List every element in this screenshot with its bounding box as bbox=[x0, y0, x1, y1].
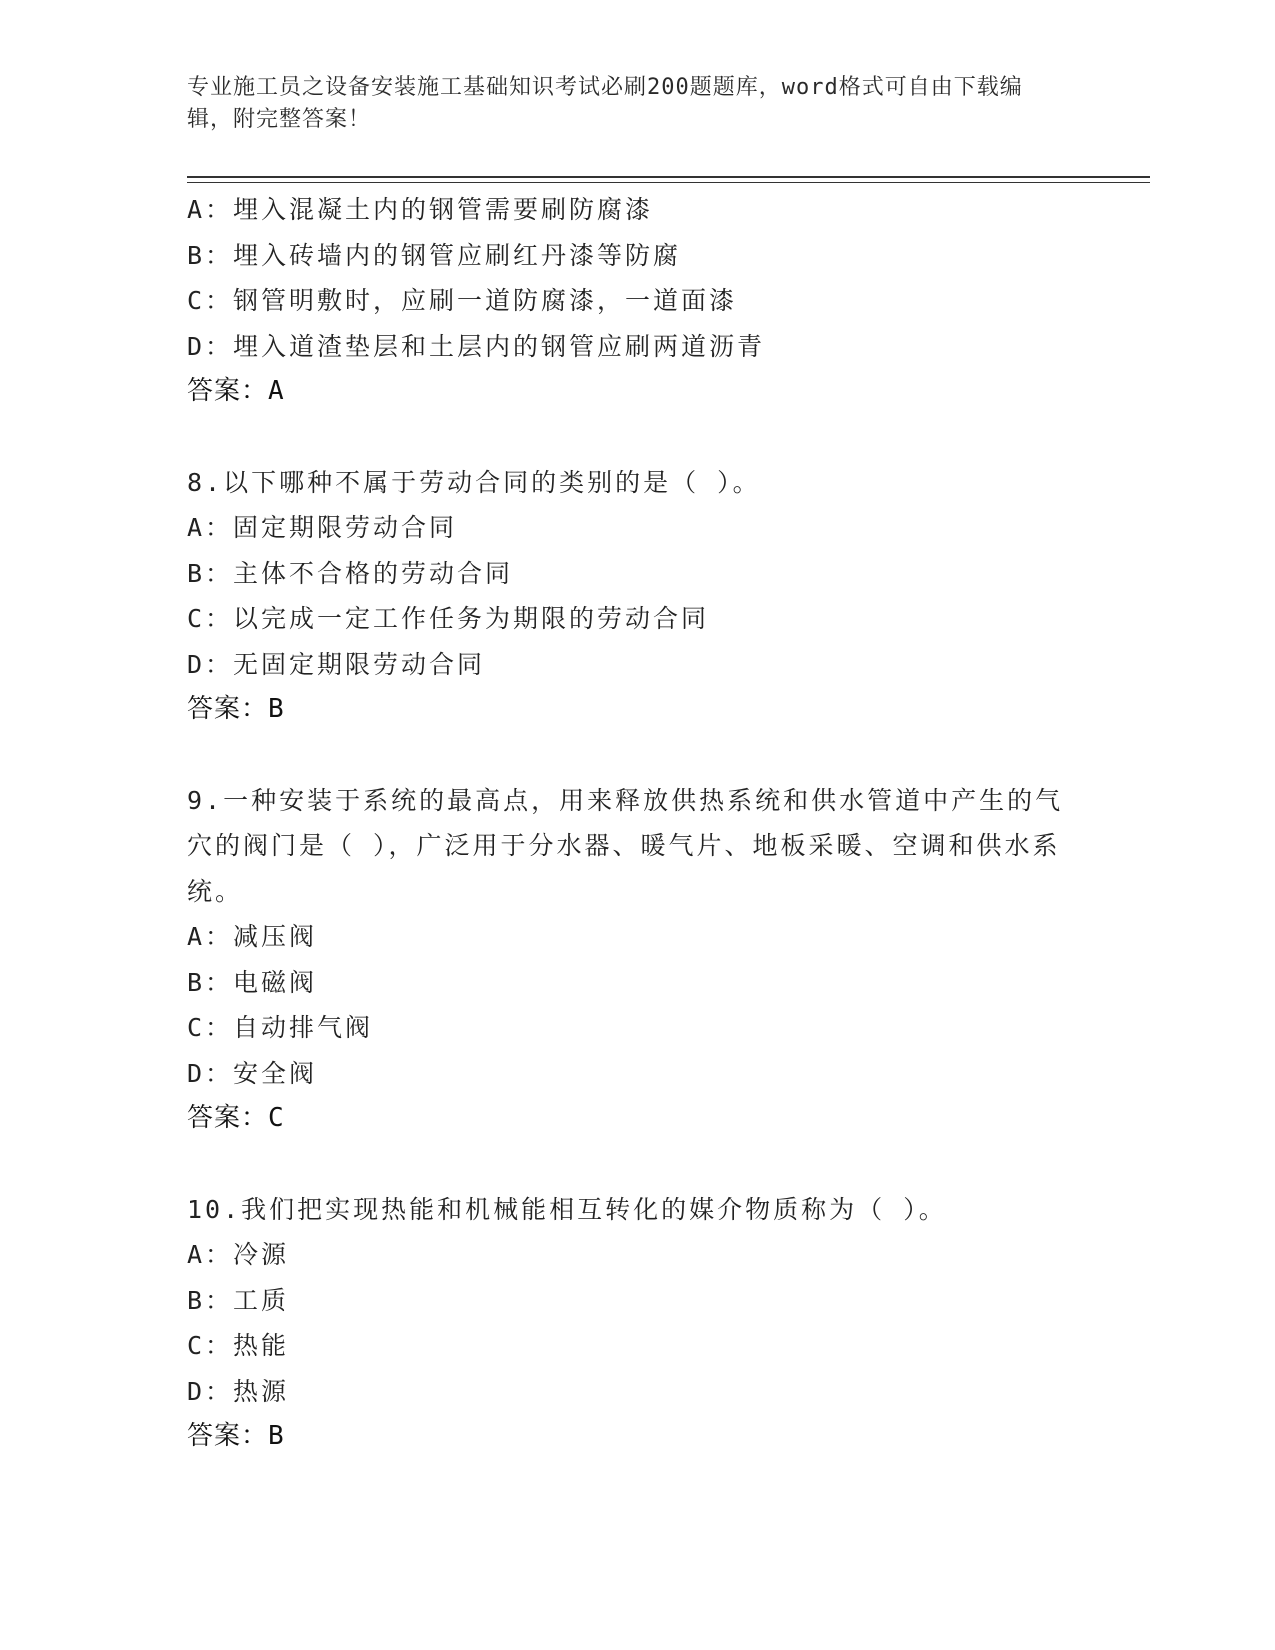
option-d: D：热源 bbox=[187, 1376, 290, 1406]
question-list bbox=[187, 187, 1087, 1460]
option-a: A：减压阀 bbox=[187, 922, 318, 951]
question-8 bbox=[187, 460, 1087, 733]
option-d: D：无固定期限劳动合同 bbox=[187, 649, 486, 679]
spacer bbox=[187, 733, 1087, 778]
question-7 bbox=[187, 187, 1087, 415]
answer: 答案：C bbox=[187, 1103, 285, 1133]
option-b: B：电磁阀 bbox=[187, 967, 318, 997]
answer: 答案：B bbox=[187, 694, 285, 724]
question-stem: 10.我们把实现热能和机械能相互转化的媒介物质称为（ ）。 bbox=[187, 1194, 947, 1224]
option-c: C：热能 bbox=[187, 1331, 290, 1360]
question-9 bbox=[187, 778, 1087, 1142]
option-b: B：工质 bbox=[187, 1285, 290, 1315]
document-header: 专业施工员之设备安装施工基础知识考试必刷200题题库，word格式可自由下载编辑，附完整答案！ bbox=[187, 75, 1023, 132]
option-d: D：安全阀 bbox=[187, 1058, 318, 1088]
spacer bbox=[187, 415, 1087, 460]
spacer bbox=[187, 1142, 1087, 1187]
option-c: C：以完成一定工作任务为期限的劳动合同 bbox=[187, 604, 710, 633]
question-stem: 9.一种安装于系统的最高点，用来释放供热系统和供水管道中产生的气穴的阀门是（ ），广泛用于分水器、暖气片、地板采暖、空调和供水系统。 bbox=[187, 785, 1064, 906]
option-b: B：埋入砖墙内的钢管应刷红丹漆等防腐 bbox=[187, 240, 682, 270]
answer: 答案：B bbox=[187, 1421, 285, 1451]
option-c: C：自动排气阀 bbox=[187, 1013, 374, 1042]
answer: 答案：A bbox=[187, 376, 285, 406]
option-a: A：埋入混凝土内的钢管需要刷防腐漆 bbox=[187, 195, 654, 224]
question-10 bbox=[187, 1187, 1087, 1460]
header-divider-thin bbox=[187, 182, 1150, 183]
option-a: A：冷源 bbox=[187, 1240, 290, 1269]
header-divider-thick bbox=[187, 176, 1150, 178]
option-c: C：钢管明敷时，应刷一道防腐漆，一道面漆 bbox=[187, 286, 738, 315]
option-a: A：固定期限劳动合同 bbox=[187, 513, 458, 542]
question-stem: 8.以下哪种不属于劳动合同的类别的是（ ）。 bbox=[187, 467, 761, 497]
option-d: D：埋入道渣垫层和土层内的钢管应刷两道沥青 bbox=[187, 331, 766, 361]
option-b: B：主体不合格的劳动合同 bbox=[187, 558, 514, 588]
